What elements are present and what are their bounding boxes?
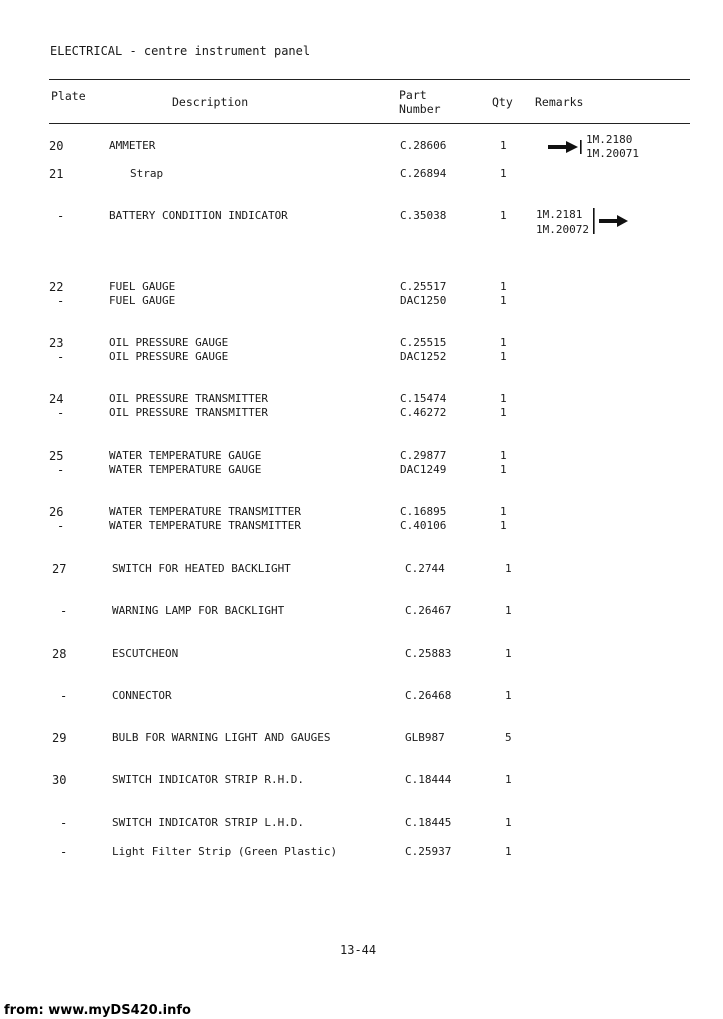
- row-plate: 28: [52, 647, 67, 661]
- row-qty: 5: [505, 731, 512, 744]
- row-description: SWITCH INDICATOR STRIP R.H.D.: [112, 773, 305, 786]
- row-plate: 24: [49, 392, 64, 406]
- row-part-number: C.26894: [400, 167, 447, 180]
- row-description: FUEL GAUGE: [109, 280, 176, 293]
- row-description: OIL PRESSURE GAUGE: [109, 350, 229, 363]
- row-description: WATER TEMPERATURE GAUGE: [109, 463, 262, 476]
- row-description: FUEL GAUGE: [109, 294, 176, 307]
- row-plate: 25: [49, 449, 64, 463]
- row-plate: 27: [52, 562, 67, 576]
- header-qty: Qty: [492, 95, 513, 109]
- header-plate: Plate: [51, 89, 86, 103]
- row-qty: 1: [500, 350, 507, 363]
- row-qty: 1: [500, 294, 507, 307]
- row-plate: -: [57, 406, 65, 420]
- page-number: 13-44: [340, 943, 377, 957]
- row-qty: 1: [500, 406, 507, 419]
- row-description: WATER TEMPERATURE GAUGE: [109, 449, 262, 462]
- row-part-number: C.25937: [405, 845, 452, 858]
- row-description: Strap: [130, 167, 164, 180]
- row-plate: 26: [49, 505, 64, 519]
- header-part-line2: Number: [399, 102, 441, 116]
- row-qty: 1: [505, 689, 512, 702]
- row-description: OIL PRESSURE TRANSMITTER: [109, 406, 268, 419]
- row-part-number: C.29877: [400, 449, 447, 462]
- row-description: CONNECTOR: [112, 689, 172, 702]
- row-part-number: C.46272: [400, 406, 447, 419]
- row-plate: 29: [52, 731, 67, 745]
- row-description: BATTERY CONDITION INDICATOR: [109, 209, 288, 222]
- page-title: ELECTRICAL - centre instrument panel: [50, 44, 311, 58]
- row-qty: 1: [500, 139, 507, 152]
- row-plate: -: [57, 350, 65, 364]
- row-plate: -: [57, 463, 65, 477]
- row-description: WARNING LAMP FOR BACKLIGHT: [112, 604, 285, 617]
- remark-battery-line1: 1M.2181: [536, 208, 583, 221]
- row-description: AMMETER: [109, 139, 156, 152]
- row-qty: 1: [500, 449, 507, 462]
- row-plate: -: [57, 209, 65, 223]
- row-description: Light Filter Strip (Green Plastic): [112, 845, 338, 858]
- header-rule-top: [49, 79, 690, 80]
- row-qty: 1: [505, 845, 512, 858]
- row-description: SWITCH INDICATOR STRIP L.H.D.: [112, 816, 305, 829]
- remark-ammeter-line1: 1M.2180: [586, 133, 633, 146]
- row-part-number: C.25517: [400, 280, 447, 293]
- row-qty: 1: [500, 280, 507, 293]
- row-description: OIL PRESSURE TRANSMITTER: [109, 392, 268, 405]
- row-part-number: C.35038: [400, 209, 447, 222]
- row-part-number: C.15474: [400, 392, 447, 405]
- row-plate: 30: [52, 773, 67, 787]
- row-plate: -: [60, 816, 68, 830]
- row-part-number: C.25883: [405, 647, 452, 660]
- row-part-number: C.16895: [400, 505, 447, 518]
- row-qty: 1: [505, 562, 512, 575]
- row-qty: 1: [500, 209, 507, 222]
- header-part-line1: Part: [399, 88, 427, 102]
- row-part-number: C.26468: [405, 689, 452, 702]
- row-part-number: C.18444: [405, 773, 452, 786]
- row-description: SWITCH FOR HEATED BACKLIGHT: [112, 562, 291, 575]
- header-remarks: Remarks: [535, 95, 584, 109]
- row-qty: 1: [500, 392, 507, 405]
- row-qty: 1: [505, 773, 512, 786]
- row-part-number: C.18445: [405, 816, 452, 829]
- row-part-number: DAC1252: [400, 350, 447, 363]
- row-part-number: C.26467: [405, 604, 452, 617]
- right-arrow-icon: [548, 140, 582, 154]
- row-description: WATER TEMPERATURE TRANSMITTER: [109, 519, 302, 532]
- row-plate: 23: [49, 336, 64, 350]
- row-qty: 1: [500, 167, 507, 180]
- row-qty: 1: [500, 463, 507, 476]
- row-qty: 1: [505, 816, 512, 829]
- row-description: BULB FOR WARNING LIGHT AND GAUGES: [112, 731, 331, 744]
- row-plate: -: [57, 519, 65, 533]
- row-description: WATER TEMPERATURE TRANSMITTER: [109, 505, 302, 518]
- row-plate: 22: [49, 280, 64, 294]
- row-part-number: C.40106: [400, 519, 447, 532]
- row-plate: 20: [49, 139, 64, 153]
- row-qty: 1: [505, 604, 512, 617]
- row-part-number: DAC1249: [400, 463, 447, 476]
- row-qty: 1: [500, 336, 507, 349]
- row-qty: 1: [505, 647, 512, 660]
- header-description: Description: [172, 95, 249, 109]
- source-footer: from: www.myDS420.info: [4, 1003, 191, 1018]
- row-description: OIL PRESSURE GAUGE: [109, 336, 229, 349]
- row-part-number: C.25515: [400, 336, 447, 349]
- row-plate: -: [60, 689, 68, 703]
- right-arrow-icon: [593, 208, 629, 234]
- header-rule-bottom: [49, 123, 690, 124]
- row-qty: 1: [500, 505, 507, 518]
- row-part-number: GLB987: [405, 731, 445, 744]
- row-part-number: DAC1250: [400, 294, 447, 307]
- row-part-number: C.28606: [400, 139, 447, 152]
- row-plate: 21: [49, 167, 64, 181]
- remark-battery-line2: 1M.20072: [536, 223, 589, 236]
- row-plate: -: [60, 845, 68, 859]
- row-qty: 1: [500, 519, 507, 532]
- row-plate: -: [60, 604, 68, 618]
- remark-ammeter-line2: 1M.20071: [586, 147, 639, 160]
- row-description: ESCUTCHEON: [112, 647, 179, 660]
- row-part-number: C.2744: [405, 562, 445, 575]
- row-plate: -: [57, 294, 65, 308]
